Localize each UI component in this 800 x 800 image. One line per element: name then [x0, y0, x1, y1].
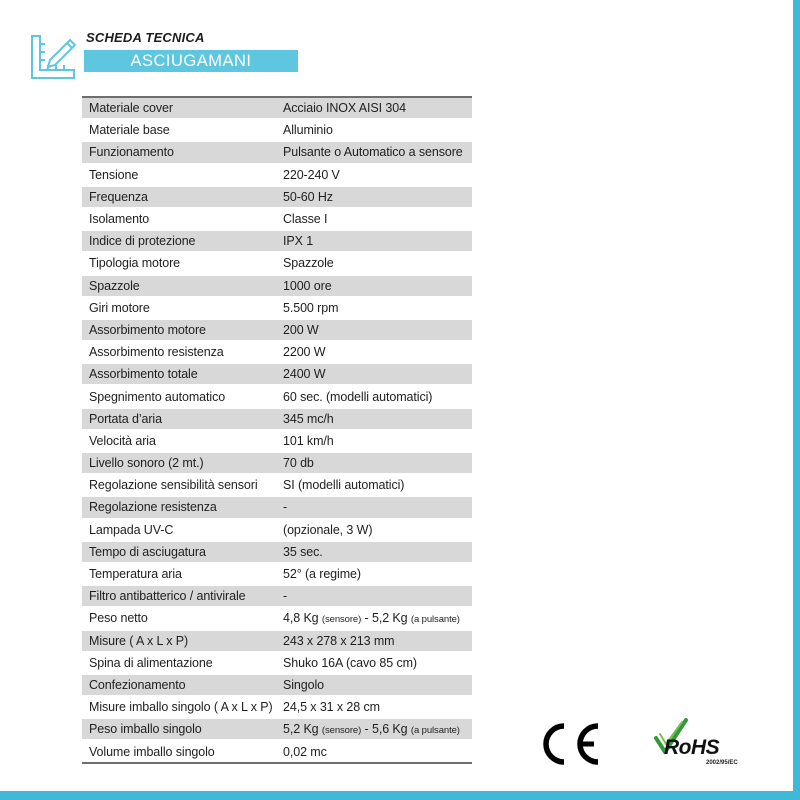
spec-value: Pulsante o Automatico a sensore: [276, 141, 472, 163]
frame-border-right: [793, 0, 800, 800]
spec-note-sensor: (sensore): [321, 725, 362, 737]
table-row: [82, 230, 472, 252]
table-row: [82, 607, 472, 629]
spec-value: -: [276, 496, 472, 518]
spec-separator: -: [361, 611, 372, 626]
table-row: [82, 585, 472, 607]
spec-value: 70 db: [276, 452, 472, 474]
spec-label: Spazzole: [82, 275, 276, 297]
spec-table: [82, 96, 472, 764]
table-row: [82, 363, 472, 385]
rohs-directive: 2002/95/EC: [706, 760, 738, 766]
spec-label: Materiale base: [82, 119, 276, 141]
spec-label: Peso imballo singolo: [82, 718, 276, 740]
spec-value: 35 sec.: [276, 541, 472, 563]
spec-value: Shuko 16A (cavo 85 cm): [276, 652, 472, 674]
spec-label: Temperatura aria: [82, 563, 276, 585]
spec-label: Assorbimento motore: [82, 319, 276, 341]
spec-value: [276, 607, 472, 629]
spec-label: Regolazione sensibilità sensori: [82, 474, 276, 496]
spec-label: Tipologia motore: [82, 252, 276, 274]
table-row: [82, 297, 472, 319]
spec-value: 243 x 278 x 213 mm: [276, 630, 472, 652]
spec-note-button: (a pulsante): [410, 614, 460, 626]
table-row: [82, 319, 472, 341]
table-row: [82, 97, 472, 119]
spec-label: Regolazione resistenza: [82, 496, 276, 518]
table-row: [82, 208, 472, 230]
spec-value-sensor: 4,8 Kg: [283, 611, 319, 626]
table-row: [82, 341, 472, 363]
spec-value: 52° (a regime): [276, 563, 472, 585]
spec-label: Funzionamento: [82, 141, 276, 163]
table-row: [82, 164, 472, 186]
document-title: ASCIUGAMANI: [84, 50, 298, 72]
spec-value: 5.500 rpm: [276, 297, 472, 319]
spec-label: Giri motore: [82, 297, 276, 319]
spec-value: 50-60 Hz: [276, 186, 472, 208]
spec-value: 24,5 x 31 x 28 cm: [276, 696, 472, 718]
table-row: [82, 119, 472, 141]
table-row: [82, 252, 472, 274]
spec-value-sensor: 5,2 Kg: [283, 722, 319, 737]
rohs-label: RoHS: [664, 736, 720, 759]
spec-value: 0,02 mc: [276, 740, 472, 762]
table-row: [82, 275, 472, 297]
spec-value: 2200 W: [276, 341, 472, 363]
spec-separator: -: [361, 722, 372, 737]
spec-label: Indice di protezione: [82, 230, 276, 252]
spec-label: Volume imballo singolo: [82, 740, 276, 762]
table-row: [82, 563, 472, 585]
spec-value: [276, 718, 472, 740]
table-row: [82, 652, 472, 674]
spec-label: Isolamento: [82, 208, 276, 230]
spec-value: IPX 1: [276, 230, 472, 252]
spec-label: Spegnimento automatico: [82, 385, 276, 407]
table-row: [82, 408, 472, 430]
table-row: [82, 496, 472, 518]
spec-note-sensor: (sensore): [321, 614, 362, 626]
ce-mark-icon: [536, 718, 602, 770]
table-row: [82, 674, 472, 696]
table-row: [82, 141, 472, 163]
spec-label: Spina di alimentazione: [82, 652, 276, 674]
table-row: [82, 718, 472, 740]
table-row: [82, 474, 472, 496]
spec-label: Misure imballo singolo ( A x L x P): [82, 696, 276, 718]
spec-value: 220-240 V: [276, 164, 472, 186]
spec-value-button: 5,6 Kg: [371, 722, 408, 737]
spec-value: (opzionale, 3 W): [276, 519, 472, 541]
table-row: [82, 430, 472, 452]
spec-label: Assorbimento resistenza: [82, 341, 276, 363]
spec-value: 101 km/h: [276, 430, 472, 452]
spec-label: Misure ( A x L x P): [82, 630, 276, 652]
spec-value: 2400 W: [276, 363, 472, 385]
spec-value: Acciaio INOX AISI 304: [276, 97, 472, 119]
table-row: [82, 519, 472, 541]
spec-label: Filtro antibatterico / antivirale: [82, 585, 276, 607]
spec-label: Peso netto: [82, 607, 276, 629]
spec-value: 200 W: [276, 319, 472, 341]
spec-label: Velocità aria: [82, 430, 276, 452]
table-row: [82, 452, 472, 474]
spec-label: Tempo di asciugatura: [82, 541, 276, 563]
header: [28, 26, 308, 86]
table-row: [82, 385, 472, 407]
frame-border-bottom: [0, 791, 800, 800]
spec-note-button: (a pulsante): [410, 725, 460, 737]
spec-label: Lampada UV-C: [82, 519, 276, 541]
spec-label: Livello sonoro (2 mt.): [82, 452, 276, 474]
spec-value: Singolo: [276, 674, 472, 696]
table-row: [82, 696, 472, 718]
spec-label: Assorbimento totale: [82, 363, 276, 385]
spec-value: 345 mc/h: [276, 408, 472, 430]
spec-value: Classe I: [276, 208, 472, 230]
spec-value: Alluminio: [276, 119, 472, 141]
table-row: [82, 541, 472, 563]
spec-label: Materiale cover: [82, 97, 276, 119]
spec-value: SI (modelli automatici): [276, 474, 472, 496]
table-row: [82, 740, 472, 762]
spec-value: 1000 ore: [276, 275, 472, 297]
table-row: [82, 186, 472, 208]
spec-label: Tensione: [82, 164, 276, 186]
spec-value-button: 5,2 Kg: [371, 611, 408, 626]
spec-value: Spazzole: [276, 252, 472, 274]
spec-label: Portata d’aria: [82, 408, 276, 430]
ruler-pencil-icon: [28, 30, 80, 82]
document-subtitle: SCHEDA TECNICA: [86, 30, 205, 45]
table-row: [82, 630, 472, 652]
spec-label: Frequenza: [82, 186, 276, 208]
spec-label: Confezionamento: [82, 674, 276, 696]
spec-value: 60 sec. (modelli automatici): [276, 385, 472, 407]
spec-value: -: [276, 585, 472, 607]
